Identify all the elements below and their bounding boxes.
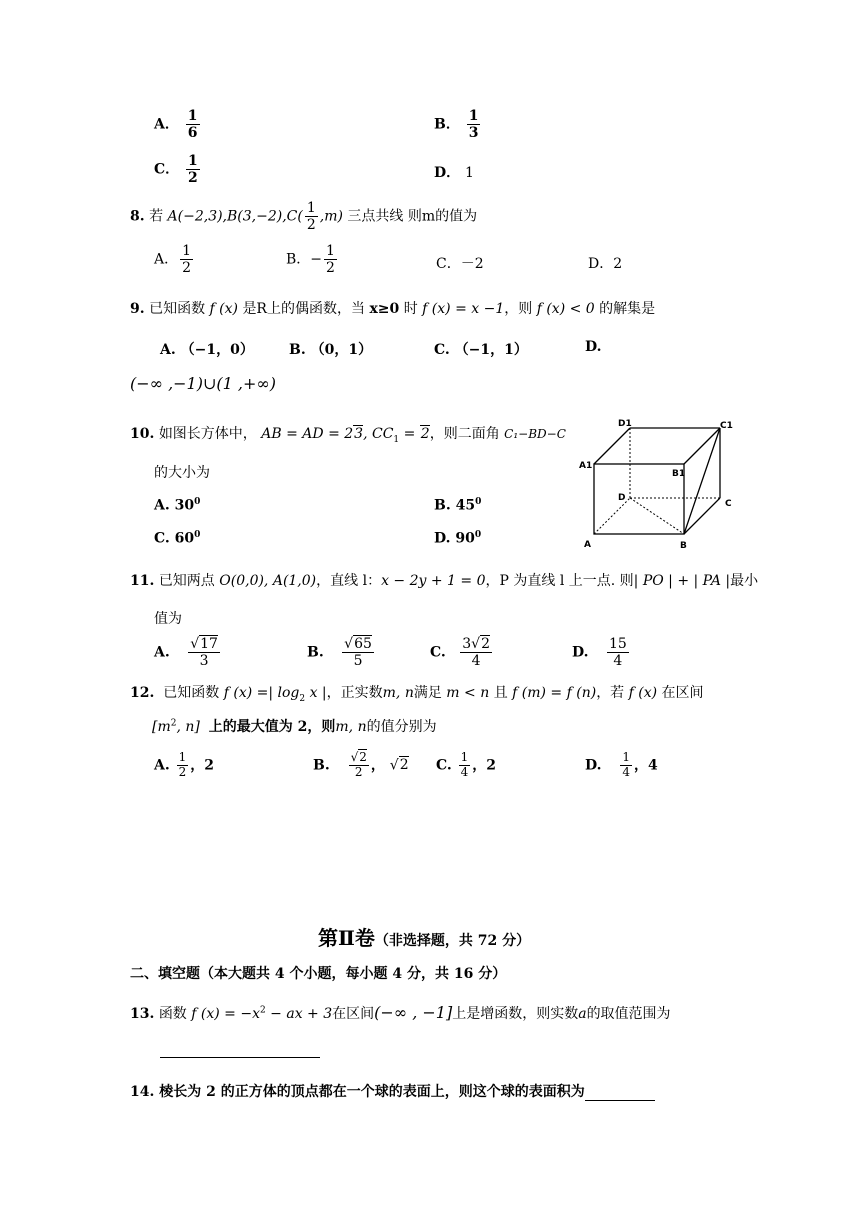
fraction: $\frac{1}{4}$ (622, 750, 631, 779)
q9-option-d-value: (−∞ ,−1)∪(1 ,+∞) (130, 374, 276, 393)
label-a: A (584, 540, 591, 550)
q7-option-c: C． $\frac{1}{2}$ (154, 153, 198, 187)
q7-option-d: D． 1 (434, 165, 474, 181)
q14-stem: 14. 棱长为 2 的正方体的顶点都在一个球的表面上，则这个球的表面积为 (130, 1081, 655, 1101)
edge-b-c (684, 498, 720, 534)
fraction: $\frac{√2}{2}$ (350, 750, 367, 779)
section2-title: 第Ⅱ卷（非选择题，共 72 分） (318, 926, 531, 950)
diag-d-b (630, 498, 684, 534)
q10-option-b: B. $45^0$ (434, 497, 482, 514)
fraction: $\frac{1}{4}$ (460, 750, 469, 779)
fraction: $\frac{√65}{5}$ (344, 636, 372, 670)
front-face (594, 464, 684, 534)
diag-b-c1 (684, 428, 720, 534)
q11-option-d: D. $\frac{15}{4}$ (572, 636, 627, 670)
q11-stem-cont: 值为 (154, 611, 182, 627)
fraction: $\frac{15}{4}$ (608, 636, 627, 670)
edge-a1-d1 (594, 428, 630, 464)
label-c1: C1 (720, 421, 733, 431)
q12-option-a: A. $\frac{1}{2}$ ，2 (154, 750, 215, 779)
q14-answer-blank[interactable] (585, 1084, 655, 1101)
q10-stem: 10. 如图长方体中， AB = AD = 23, $CC_1 = 2$，则二面角 C₁−BD−C (130, 426, 566, 445)
q9-option-a: A. （−1，0） (160, 342, 254, 358)
label-b: B (680, 541, 687, 551)
q10-stem-cont: 的大小为 (154, 465, 210, 481)
q8-option-d: D．2 (588, 256, 623, 272)
q8-option-a: A． $\frac{1}{2}$ (154, 243, 192, 277)
q12-option-d: D. $\frac{1}{4}$ ，4 (585, 750, 658, 779)
q7-option-a: A． $\frac{1}{6}$ (154, 108, 198, 142)
q8-stem: 8. 若 A(−2,3),B(3,−2),C( $\frac{1}{2}$ ,m) 三点共线 则m的值为 (130, 200, 478, 234)
q11-option-a: A. $\frac{√17}{3}$ (154, 636, 218, 670)
fraction: $\frac{1}{2}$ (188, 153, 198, 187)
fraction: $\frac{1}{2}$ (306, 200, 316, 234)
q13-answer-blank[interactable] (160, 1057, 320, 1058)
fraction: $\frac{1}{2}$ (178, 750, 187, 779)
cuboid-figure (578, 416, 743, 556)
label-b1: B1 (672, 469, 686, 479)
q10-option-d: D. $90^0$ (434, 530, 482, 547)
fraction: $\frac{√17}{3}$ (190, 636, 218, 670)
q13-stem: 13. 函数 f $(x) = -x^2$ − ax + 3在区间(−∞ , −1]上是增函数，则实数a的取值范围为 (130, 1003, 671, 1022)
q12-stem-cont: [$m^2$, n] 上的最大值为 2，则m, n的值分别为 (152, 718, 437, 735)
q12-option-b: B. $\frac{√2}{2}$ ， √2 (313, 750, 409, 779)
q11-stem: 11. 已知两点 O(0,0), A(1,0)，直线 l：x − 2y + 1 = 0，P 为直线 l 上一点. 则| PO | + | PA |最小 (130, 573, 759, 589)
q11-option-c: C. $\frac{3√2}{4}$ (430, 636, 490, 670)
q8-option-b: B．− $\frac{1}{2}$ (286, 243, 335, 277)
label-d1: D1 (618, 419, 632, 429)
fraction: $\frac{1}{2}$ (326, 243, 335, 277)
q9-option-d-label: D. (585, 339, 602, 355)
fraction: $\frac{3√2}{4}$ (462, 636, 490, 670)
edge-a-d (594, 498, 630, 534)
label-d: D (618, 493, 626, 503)
label-c: C (725, 499, 732, 509)
q8-option-c: C．－2 (436, 256, 484, 272)
q12-stem: 12. 已知函数 f (x) =| $\log_2 x$ |，正实数m, n满足 m < n 且 f (m) = f (n)，若 f (x) 在区间 (130, 685, 704, 704)
fraction: $\frac{1}{3}$ (468, 108, 479, 142)
q12-option-c: C. $\frac{1}{4}$ ，2 (436, 750, 497, 779)
q10-option-a: A. $30^0$ (154, 497, 201, 514)
edge-b1-c1 (684, 428, 720, 464)
label-a1: A1 (579, 461, 593, 471)
q11-option-b: B. $\frac{√65}{5}$ (307, 636, 372, 670)
q10-option-c: C. $60^0$ (154, 530, 201, 547)
fraction: $\frac{1}{6}$ (187, 108, 198, 142)
section2-heading: 二、填空题（本大题共 4 个小题，每小题 4 分，共 16 分） (130, 966, 507, 982)
q7-option-b: B． $\frac{1}{3}$ (434, 108, 479, 142)
q9-option-c: C. （−1，1） (434, 342, 528, 358)
fraction: $\frac{1}{2}$ (182, 243, 192, 277)
q9-stem: 9. 已知函数 f (x) 是R上的偶函数，当 x≥0 时 f (x) = x −1，则 f (x) < 0 的解集是 (130, 301, 656, 317)
q9-option-b: B. （0，1） (289, 342, 373, 358)
